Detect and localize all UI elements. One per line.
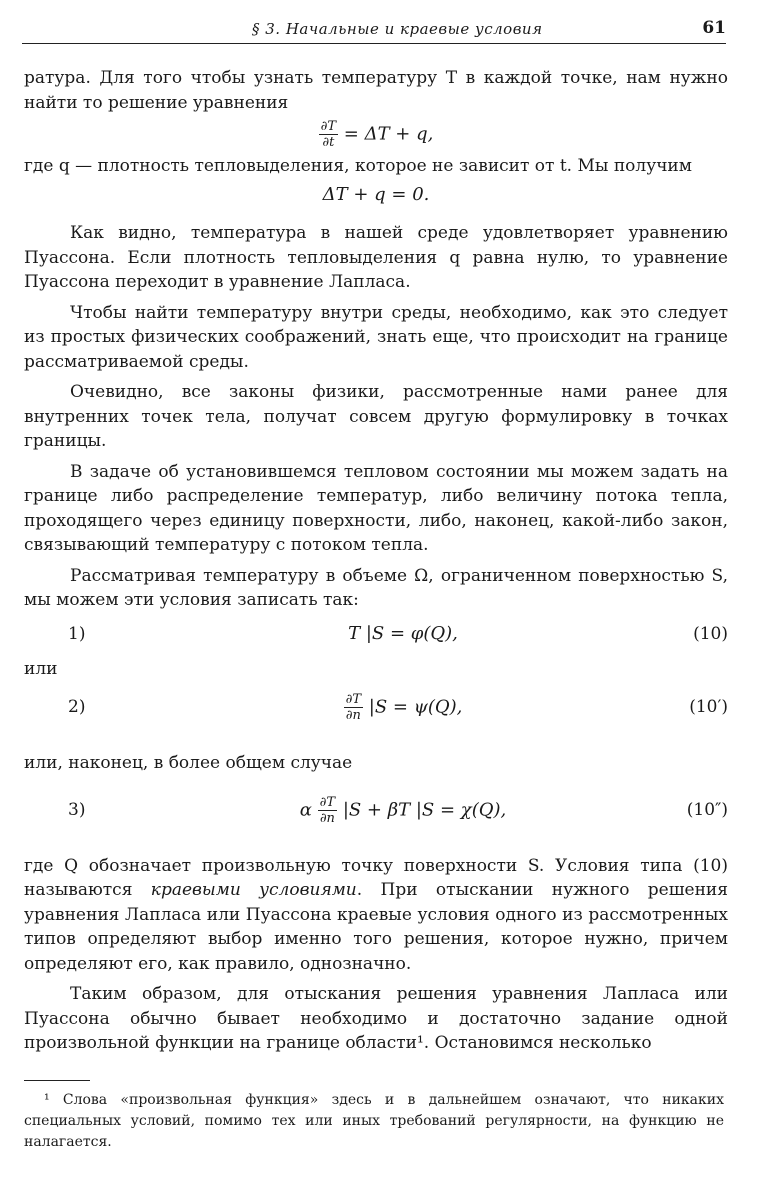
paragraph: В задаче об установившемся тепловом состоянии мы можем задать на границе либо распределение температур, либо величину потока тепла, проходящего через единицу поверхности, либо, наконец, какой-либо закон, связывающий температуру с потоком тепла. — [24, 461, 728, 555]
running-header — [22, 18, 726, 42]
condition-2: 2) $\frac{\partial T}{\partial n}$ |S = ψ(Q), (10′) — [68, 691, 728, 723]
paragraph: где q — плотность тепловыделения, которое не зависит от t. Мы получим — [24, 156, 692, 176]
footnote-rule — [24, 1080, 90, 1081]
paragraph: Рассматривая температуру в объеме Ω, ограниченном поверхностью S, мы можем эти условия записать так: — [24, 565, 728, 610]
paragraph: Очевидно, все законы физики, рассмотренные нами ранее для внутренних точек тела, получат совсем другую формулировку в точках границы. — [24, 382, 728, 451]
equation-heat: $\frac{\partial T}{\partial t}$ = ΔT + q, — [320, 119, 434, 150]
running-title: § 3. Начальные и краевые условия — [252, 20, 543, 38]
fraction: $\frac{\partial T}{\partial t}$ — [320, 119, 337, 150]
emphasis: краевыми условиями — [150, 880, 357, 900]
connector-text: или, наконец, в более общем случае — [24, 753, 353, 773]
paragraph: Как видно, температура в нашей среде удовлетворяет уравнению Пуассона. Если плотность тепловыделения q равна нулю, то уравнение Пуассона переходит в уравнение Лапласа. — [24, 223, 728, 292]
paragraph: Таким образом, для отыскания решения уравнения Лапласа или Пуассона обычно бывает необходимо и достаточно задание одной произвольной функции на границе области¹. Остановимся несколько — [24, 984, 728, 1053]
header-rule — [22, 43, 726, 44]
fraction: $\frac{\partial T}{\partial n}$ — [319, 795, 336, 826]
equation-poisson: ΔT + q = 0. — [322, 183, 430, 205]
page-number: 61 — [702, 18, 726, 38]
fraction: $\frac{\partial T}{\partial n}$ — [345, 691, 362, 723]
connector-text: или — [24, 658, 58, 679]
page-body — [24, 66, 728, 1056]
condition-3: 3) α $\frac{\partial T}{\partial n}$ |S + βT |S = χ(Q), (10″) — [68, 795, 728, 826]
condition-1: 1) T |S = φ(Q), (10) — [68, 623, 728, 645]
paragraph: где Q обозначает произвольную точку поверхности S. Условия типа (10) называются краевыми условиями. При отыскании нужного решения уравнения Лапласа или Пуассона краевые условия одного из рассмотренных типов определяют выбор именно того решения, которое нужно, причем определяют его, как правило, однозначно. — [24, 855, 728, 974]
paragraph: Чтобы найти температуру внутри среды, необходимо, как это следует из простых физических соображений, знать еще, что происходит на границе рассматриваемой среды. — [24, 302, 728, 372]
paragraph: ратура. Для того чтобы узнать температуру T в каждой точке, нам нужно найти то решение уравнения — [24, 68, 728, 113]
footnote: ¹ Слова «произвольная функция» здесь и в дальнейшем означают, что никаких специальных условий, помимо тех или иных требований регулярности, на функцию не налагается. — [24, 1092, 724, 1150]
